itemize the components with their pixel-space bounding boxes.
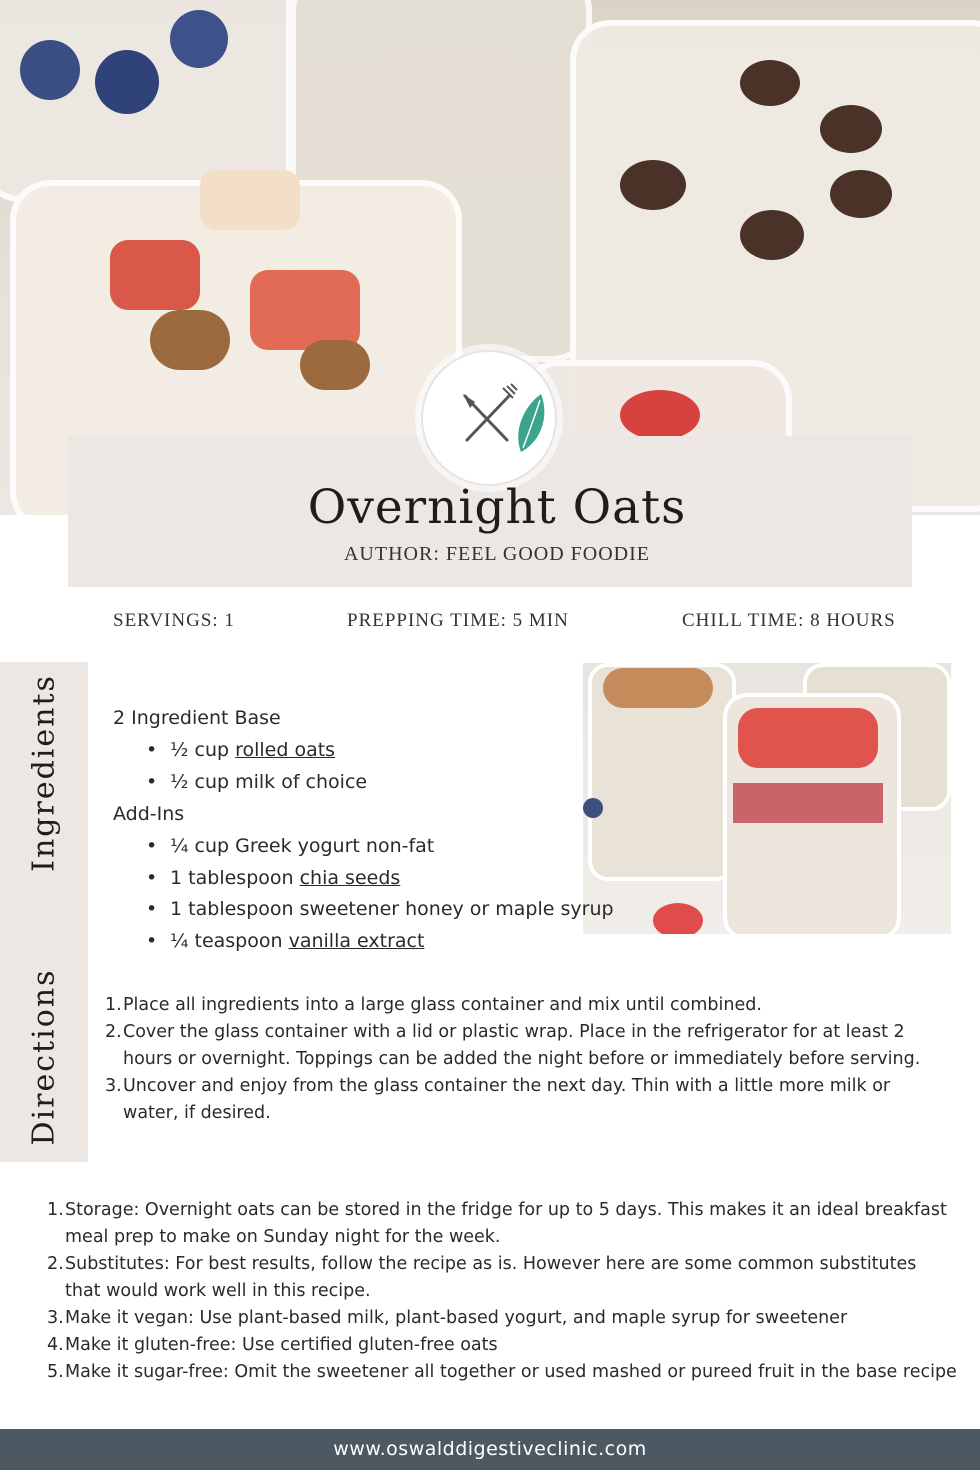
website-link[interactable]: www.oswalddigestiveclinic.com xyxy=(333,1438,647,1460)
direction-step: 1. Place all ingredients into a large glass container and mix until combined. xyxy=(105,995,762,1015)
footer-bar xyxy=(0,1429,980,1470)
oats-photo xyxy=(583,663,951,934)
ingredient-link[interactable]: rolled oats xyxy=(235,739,336,761)
direction-step: 2. Cover the glass container with a lid or plastic wrap. Place in the refrigerator for at least 2 hours or overnight. Toppings can be added the night before or immediately before serving. xyxy=(105,1022,921,1069)
ingredient-group-heading: 2 Ingredient Base xyxy=(113,707,281,729)
note-item: 1. Storage: Overnight oats can be stored in the fridge for up to 5 days. This makes it an ideal breakfast meal prep to make on Sunday night for the week. xyxy=(47,1200,947,1247)
ingredients-label: Ingredients xyxy=(26,674,62,872)
prep-time: PREPPING TIME: 5 MIN xyxy=(347,610,569,631)
ingredient-link[interactable]: vanilla extract xyxy=(288,930,425,952)
recipe-author: AUTHOR: FEEL GOOD FOODIE xyxy=(343,543,651,565)
directions-label: Directions xyxy=(26,968,62,1146)
ingredient-item: • ½ cup rolled oats xyxy=(130,739,335,761)
note-item: 4. Make it gluten-free: Use certified gluten-free oats xyxy=(47,1335,498,1355)
ingredient-item: • 1 tablespoon sweetener honey or maple syrup xyxy=(130,898,614,920)
servings: SERVINGS: 1 xyxy=(113,610,235,631)
chill-time: CHILL TIME: 8 HOURS xyxy=(682,610,896,631)
direction-step: 3. Uncover and enjoy from the glass container the next day. Thin with a little more milk or water, if desired. xyxy=(105,1076,891,1123)
ingredient-item: • ½ cup milk of choice xyxy=(130,771,367,793)
notes-list xyxy=(47,1197,957,1386)
fork-knife-leaf-icon xyxy=(423,352,555,484)
ingredient-group-heading: Add-Ins xyxy=(113,803,185,825)
recipe-title: Overnight Oats xyxy=(307,480,687,535)
ingredient-item: • ¼ cup Greek yogurt non-fat xyxy=(130,835,434,857)
ingredient-item: • ¼ teaspoon vanilla extract xyxy=(130,930,424,952)
ingredient-item: • 1 tablespoon chia seeds xyxy=(130,867,400,889)
note-item: 2. Substitutes: For best results, follow the recipe as is. However here are some common substitutes that would work well in this recipe. xyxy=(47,1254,917,1301)
clinic-logo xyxy=(421,350,557,486)
ingredient-link[interactable]: chia seeds xyxy=(299,867,401,889)
note-item: 5. Make it sugar-free: Omit the sweetener all together or used mashed or pureed fruit in the base recipe xyxy=(47,1362,957,1382)
directions-list xyxy=(105,992,950,1127)
note-item: 3. Make it vegan: Use plant-based milk, plant-based yogurt, and maple syrup for sweetener xyxy=(47,1308,848,1328)
